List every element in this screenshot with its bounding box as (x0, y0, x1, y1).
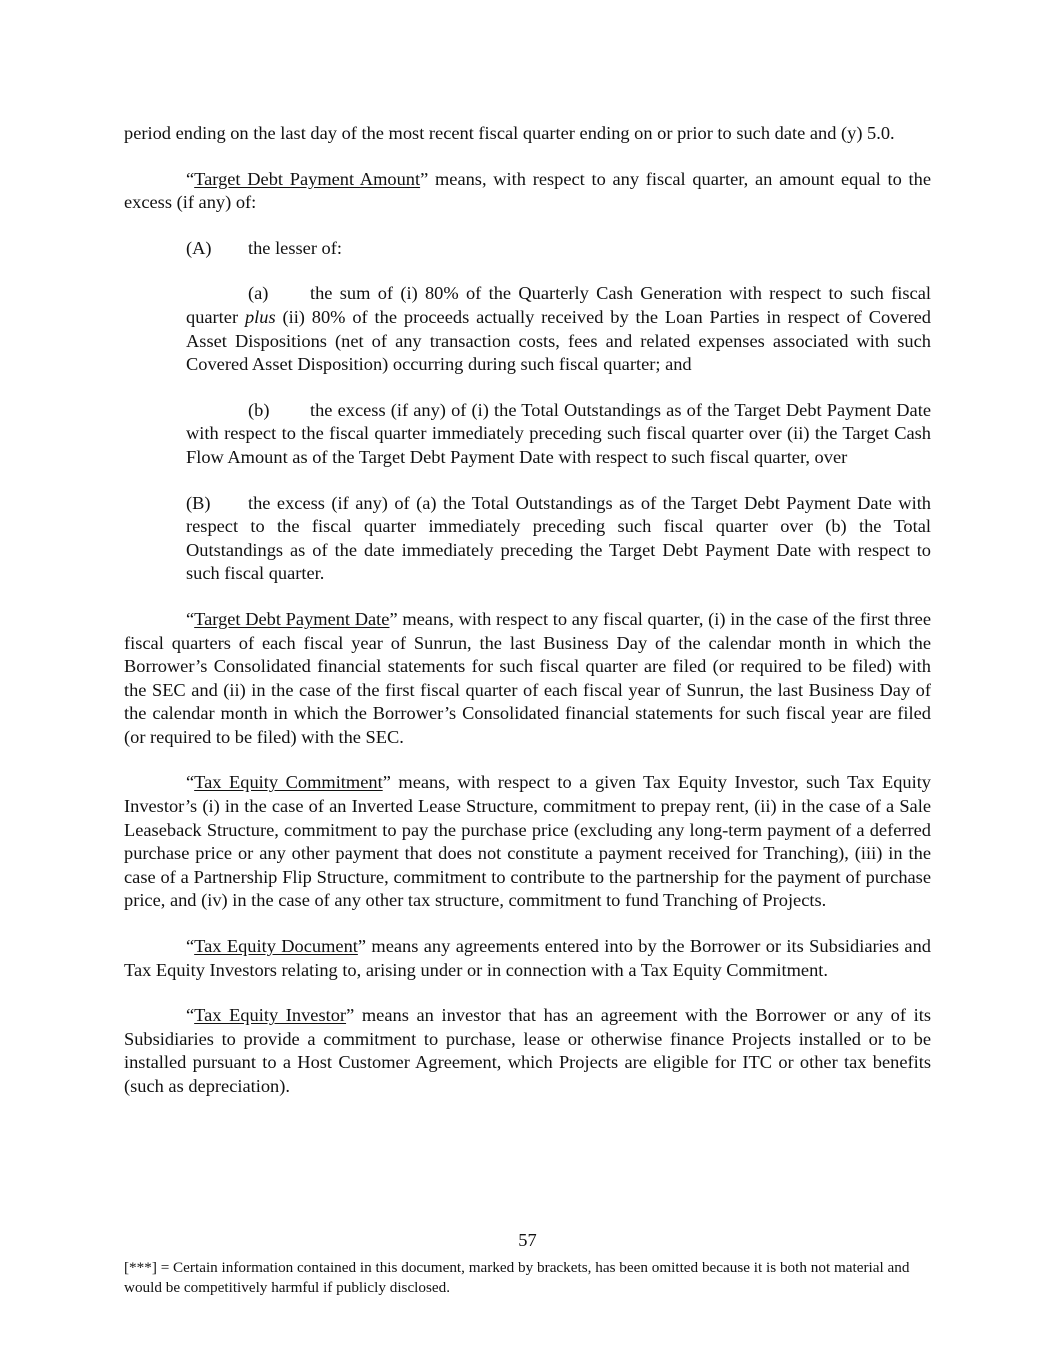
clause-label: (b) (248, 399, 270, 420)
defined-term: Tax Equity Commitment (194, 772, 383, 793)
defined-term: Tax Equity Document (194, 936, 358, 957)
clause-text: the excess (if any) of (i) the Total Outstandings as of the Target Debt Payment Date with respect to the fiscal quarter immediately preceding such fiscal quarter over (ii) the Target Cash Flow Amount as of the Target Debt Payment Date with respect to such fiscal quarter, over (186, 399, 931, 467)
confidentiality-footnote: [***] = Certain information contained in this document, marked by brackets, has been omitted because it is both not material and would be competitively harmful if publicly disclosed. (124, 1259, 910, 1296)
open-quote: “ (186, 608, 195, 629)
clause-text: the sum of (i) 80% of the Quarterly Cash Generation with respect to such fiscal quarter (186, 283, 931, 327)
clause-label: (B) (186, 492, 211, 513)
subclause-a (186, 282, 931, 376)
definition-text: ” means an investor that has an agreement with the Borrower or any of its Subsidiaries to provide a commitment to purchase, lease or otherwise finance Projects installed or to be installed pursuant to a Host Customer Agreement, which Projects are eligible for ITC or other tax benefits (such as depreciation). (124, 1005, 931, 1096)
definition-text: ” means, with respect to a given Tax Equity Investor, such Tax Equity Investor’s (i) in the case of an Inverted Lease Structure, commitment to prepay rent, (ii) in the case of a Sale Leaseback Structure, commitment to pay the purchase price (excluding any long-term payment of a deferred purchase price or any other payment that does not constitute a payment received for Tranching), (iii) in the case of a Partnership Flip Structure, commitment to contribute to the partnership for the payment of purchase price, and (iv) in the case of any other tax structure, commitment to fund Tranching of Projects. (124, 772, 931, 911)
subclause-b (186, 399, 931, 470)
definition-text: ” means, with respect to any fiscal quarter, (i) in the case of the first three fiscal quarters of each fiscal year of Sunrun, the last Business Day of the calendar month in which the Borrower’s Consolidated financial statements for such fiscal quarter are filed (or required to be filed) with the SEC and (ii) in the case of the first fiscal quarter of each fiscal year of Sunrun, the last Business Day of the calendar month in which the Borrower’s Consolidated financial statements for such fiscal year are filed (or required to be filed) with the SEC. (124, 608, 931, 747)
italic-plus: plus (244, 306, 276, 327)
clause-text: the excess (if any) of (a) the Total Outstandings as of the Target Debt Payment Date with respect to the fiscal quarter immediately preceding such fiscal quarter over (b) the Total Outstandings as of the date immediately preceding the Target Debt Payment Date with respect to such fiscal quarter. (186, 492, 931, 584)
page-number: 57 (518, 1230, 537, 1250)
continuation-paragraph: period ending on the last day of the most recent fiscal quarter ending on or prior to such date and (y) 5.0. (124, 123, 895, 143)
definition-tax-equity-investor (124, 1004, 931, 1098)
definition-tax-equity-document (124, 935, 931, 982)
document-body (124, 122, 931, 1099)
definition-text: ” means any agreements entered into by the Borrower or its Subsidiaries and Tax Equity Investors relating to, arising under or in connection with a Tax Equity Commitment. (124, 936, 931, 980)
clause-text: the lesser of: (248, 237, 342, 258)
definition-tax-equity-commitment (124, 771, 931, 913)
clause-label: (a) (248, 283, 269, 304)
clause-A (186, 237, 931, 261)
clause-B (186, 492, 931, 586)
open-quote: “ (186, 936, 195, 957)
definition-target-debt-payment-amount (124, 168, 931, 215)
defined-term: Target Debt Payment Date (194, 608, 390, 629)
open-quote: “ (186, 168, 195, 189)
defined-term: Target Debt Payment Amount (194, 168, 421, 189)
clause-text-cont: (ii) 80% of the proceeds actually received by the Loan Parties in respect of Covered Asset Dispositions (net of any transaction costs, fees and related expenses associated with such Covered Asset Disposition) occurring during such fiscal quarter; and (186, 306, 932, 375)
open-quote: “ (186, 772, 195, 793)
definition-target-debt-payment-date (124, 608, 931, 750)
defined-term: Tax Equity Investor (194, 1005, 347, 1026)
definition-text: ” means, with respect to any fiscal quarter, an amount equal to the excess (if any) of: (124, 168, 932, 213)
open-quote: “ (186, 1005, 195, 1026)
clause-label: (A) (186, 237, 212, 258)
